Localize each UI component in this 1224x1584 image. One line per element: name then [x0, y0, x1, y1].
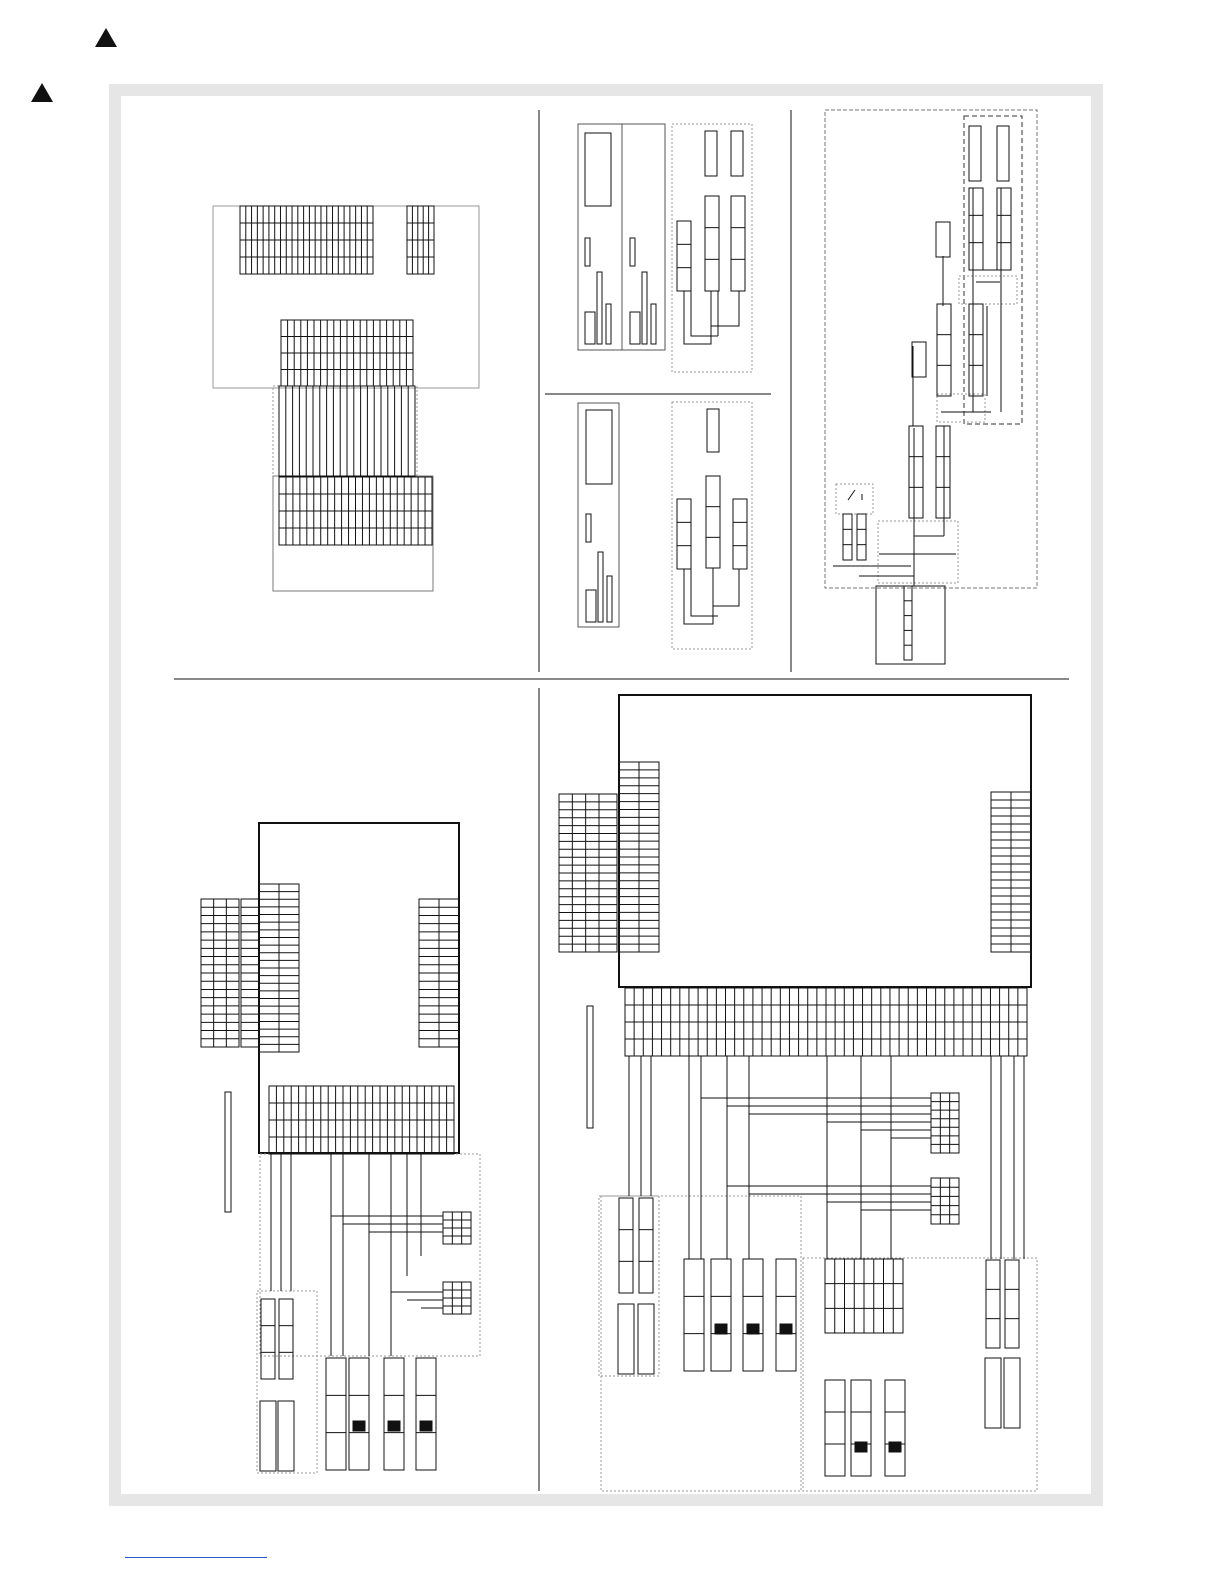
connector-plug [384, 1358, 404, 1470]
resistor-bar [225, 1092, 231, 1212]
device-terminal [420, 1421, 432, 1431]
component [585, 312, 595, 344]
pwb-outline [619, 695, 1031, 987]
wire [913, 256, 987, 426]
component [586, 514, 591, 542]
connector-plug [969, 188, 983, 270]
connector-plug [937, 304, 951, 396]
connector-pins [931, 1178, 959, 1224]
device-terminal [353, 1421, 365, 1431]
device-body [997, 126, 1009, 181]
harness-outline [257, 1291, 317, 1473]
terminal [707, 409, 719, 452]
wiring-diagram-panel [121, 96, 1091, 1494]
component [642, 272, 647, 344]
connector-plug [677, 221, 691, 291]
connector-plug [885, 1380, 905, 1476]
device-terminal [715, 1324, 727, 1334]
component [597, 272, 602, 344]
connector-plug [843, 514, 852, 560]
device-terminal [747, 1324, 759, 1334]
connector-plug [261, 1299, 275, 1379]
connector-plug [619, 1198, 633, 1293]
connector-plug [684, 1259, 704, 1371]
connector-pins [904, 586, 912, 660]
wiring-diagram [121, 96, 1091, 1494]
connector-plug [857, 514, 866, 560]
component [630, 312, 640, 344]
board-outline [622, 124, 665, 350]
connector-plug [326, 1358, 346, 1470]
wire [684, 568, 739, 624]
warning-triangle-icon [95, 28, 117, 47]
connector-plug [349, 1358, 369, 1470]
connector-plug [279, 1299, 293, 1379]
device-body [912, 342, 926, 377]
connector-plug [639, 1198, 653, 1293]
harness-outline [599, 1196, 659, 1376]
device-body [1004, 1358, 1020, 1428]
device-body [705, 131, 717, 176]
warning-triangle-icon [31, 83, 53, 102]
connector-plug [825, 1380, 845, 1476]
wire [833, 426, 956, 586]
footer-link[interactable] [125, 1557, 267, 1558]
device-body [936, 222, 950, 257]
component [585, 238, 590, 266]
wiring-diagram-sheet [109, 84, 1103, 1506]
ic-block [586, 410, 612, 484]
wire [629, 1056, 1024, 1259]
component [607, 576, 612, 622]
component [630, 238, 635, 266]
connector-plug [936, 426, 950, 518]
device-body [969, 126, 981, 181]
switch-outline [836, 484, 873, 514]
pwb-outline [273, 476, 433, 591]
ic-block [585, 133, 611, 206]
device-body [278, 1401, 294, 1471]
connector-block [931, 1178, 959, 1224]
harness-outline [937, 394, 985, 422]
connector-plug [677, 499, 691, 569]
harness-outline [959, 276, 1017, 304]
power-supply-block [876, 586, 945, 664]
flat-cable [273, 386, 417, 476]
connector-plug [731, 196, 745, 291]
connector-plug [776, 1259, 796, 1371]
device-body [731, 131, 743, 176]
wire [271, 1154, 443, 1356]
wire [684, 291, 739, 344]
component [598, 552, 603, 622]
device-body [260, 1401, 276, 1471]
switch-contact [848, 490, 862, 500]
connector-plug [416, 1358, 436, 1470]
connector-plug [969, 304, 983, 396]
device-body [638, 1304, 654, 1374]
connector-plug [986, 1260, 1000, 1348]
connector-plug [1005, 1260, 1019, 1348]
connector-block [904, 586, 912, 660]
device-terminal [855, 1442, 867, 1452]
device-body [618, 1304, 634, 1374]
pwb-outline [213, 206, 479, 388]
connector-plug [711, 1259, 731, 1371]
device-terminal [388, 1421, 400, 1431]
connector-plug [997, 188, 1011, 270]
device-body [985, 1358, 1001, 1428]
harness-outline [803, 1258, 1037, 1491]
resistor-bar [587, 1006, 593, 1128]
device-terminal [780, 1324, 792, 1334]
connector-plug [851, 1380, 871, 1476]
connector-plug [706, 476, 720, 568]
connector-plug [705, 196, 719, 291]
connector-plug [733, 499, 747, 569]
connector-plug [909, 426, 923, 518]
component [606, 304, 611, 344]
component [586, 590, 596, 622]
connector-plug [743, 1259, 763, 1371]
component [651, 304, 656, 344]
device-terminal [889, 1442, 901, 1452]
harness-outline [878, 521, 958, 583]
